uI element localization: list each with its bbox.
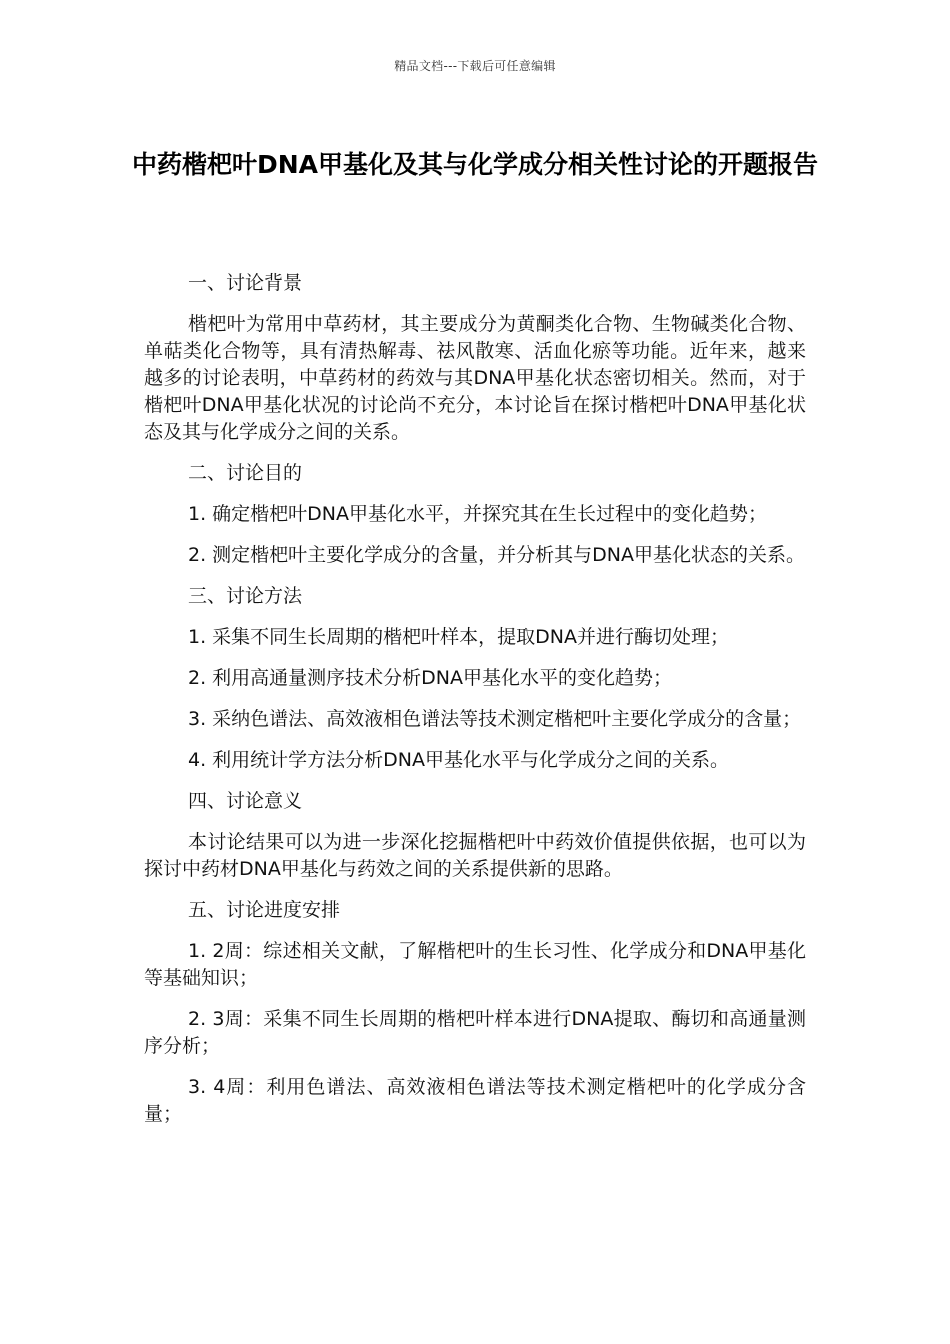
purpose-item-2: 2. 测定楷杷叶主要化学成分的含量，并分析其与DNA甲基化状态的关系。 xyxy=(188,544,806,566)
section-heading-purpose: 二、讨论目的 xyxy=(188,462,303,484)
document-title: 中药楷杷叶DNA甲基化及其与化学成分相关性讨论的开题报告 xyxy=(131,150,819,179)
header-note: 精品文档---下载后可任意编辑 xyxy=(394,59,556,73)
section-heading-methods: 三、讨论方法 xyxy=(188,585,303,607)
document-body xyxy=(144,270,806,1142)
schedule-item-3: 3. 4周：利用色谱法、高效液相色谱法等技术测定楷杷叶的化学成分含量； xyxy=(144,1076,806,1125)
method-item-1: 1. 采集不同生长周期的楷杷叶样本，提取DNA并进行酶切处理； xyxy=(188,626,730,648)
schedule-item-2: 2. 3周：采集不同生长周期的楷杷叶样本进行DNA提取、酶切和高通量测序分析； xyxy=(144,1008,806,1057)
method-item-3: 3. 采纳色谱法、高效液相色谱法等技术测定楷杷叶主要化学成分的含量； xyxy=(188,708,802,730)
paragraph-significance: 本讨论结果可以为进一步深化挖掘楷杷叶中药效价值提供依据，也可以为探讨中药材DNA甲基化与药效之间的关系提供新的思路。 xyxy=(144,831,806,880)
schedule-item-1: 1. 2周：综述相关文献，了解楷杷叶的生长习性、化学成分和DNA甲基化等基础知识； xyxy=(144,940,806,989)
method-item-2: 2. 利用高通量测序技术分析DNA甲基化水平的变化趋势； xyxy=(188,667,673,689)
purpose-item-1: 1. 确定楷杷叶DNA甲基化水平，并探究其在生长过程中的变化趋势； xyxy=(188,503,768,525)
section-heading-background: 一、讨论背景 xyxy=(188,272,303,294)
section-heading-schedule: 五、讨论进度安排 xyxy=(188,899,341,921)
section-heading-significance: 四、讨论意义 xyxy=(188,790,303,812)
method-item-4: 4. 利用统计学方法分析DNA甲基化水平与化学成分之间的关系。 xyxy=(188,749,730,771)
paragraph-background: 楷杷叶为常用中草药材，其主要成分为黄酮类化合物、生物碱类化合物、单萜类化合物等，具有清热解毒、祛风散寒、活血化瘀等功能。近年来，越来越多的讨论表明，中草药材的药效与其DNA甲基化状态密切相关。然而，对于楷杷叶DNA甲基化状况的讨论尚不充分，本讨论旨在探讨楷杷叶DNA甲基化状态及其与化学成分之间的关系。 xyxy=(144,313,806,443)
